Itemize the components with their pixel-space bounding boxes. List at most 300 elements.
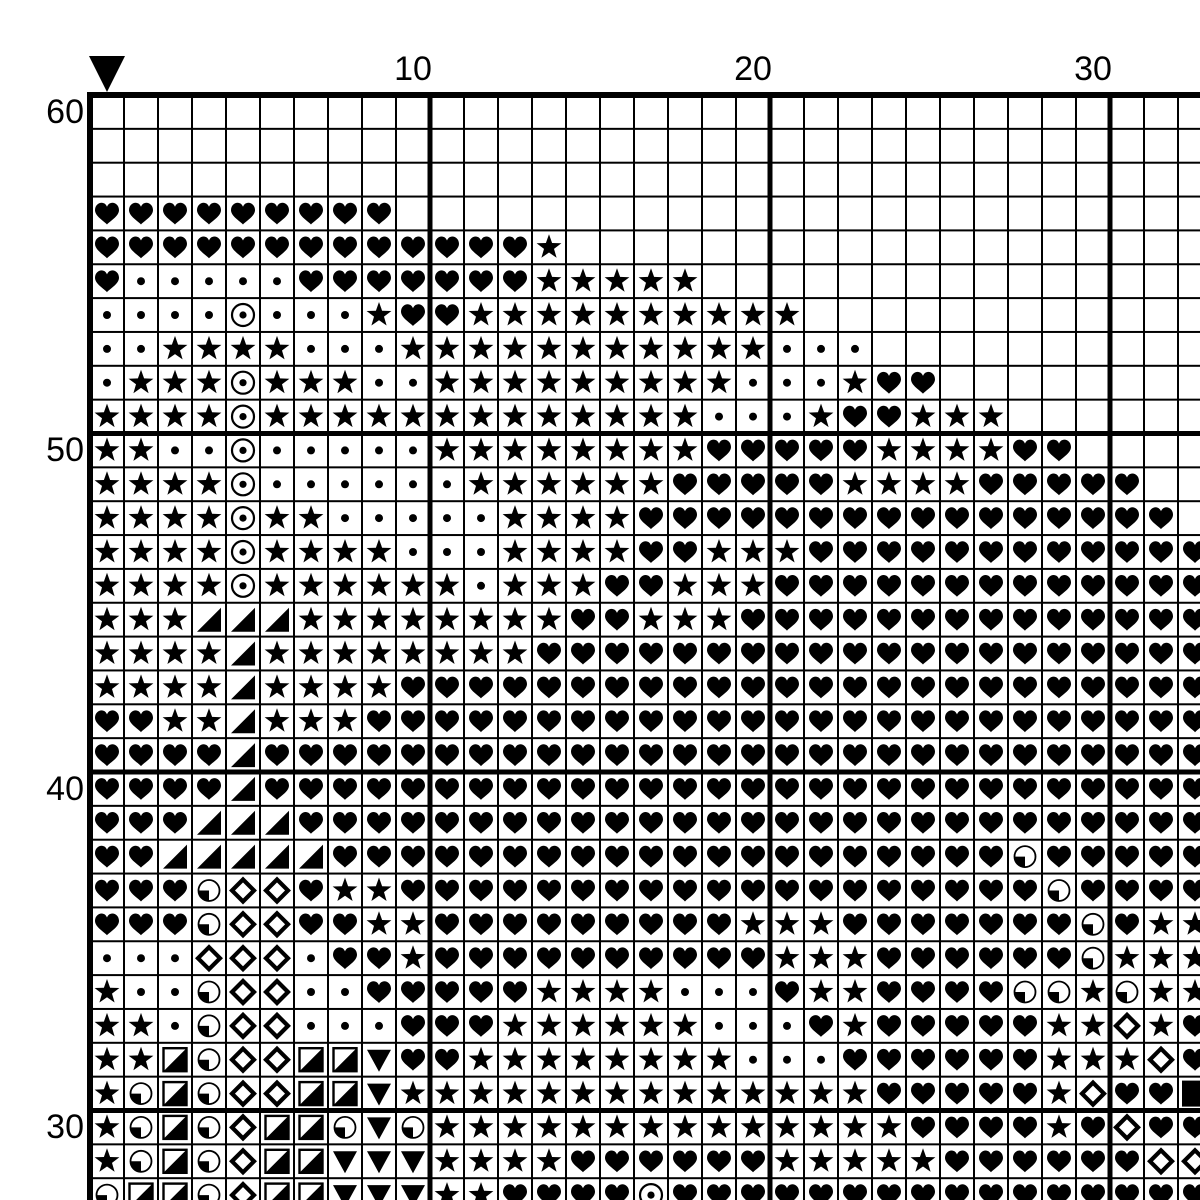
stitch-cell-symbol — [265, 608, 289, 632]
stitch-cell-symbol — [1149, 880, 1173, 902]
stitch-cell-symbol — [1115, 1083, 1139, 1105]
stitch-cell-symbol — [605, 471, 630, 495]
stitch-cell-symbol — [95, 270, 119, 292]
stitch-cell-symbol — [375, 379, 383, 387]
stitch-cell-symbol — [1081, 744, 1105, 766]
stitch-cell-symbol — [367, 270, 391, 292]
stitch-cell-symbol — [469, 1148, 494, 1172]
stitch-cell-symbol — [979, 404, 1004, 428]
stitch-cell-symbol — [877, 609, 901, 631]
stitch-cell-symbol — [95, 812, 119, 834]
stitch-cell-symbol — [367, 1151, 391, 1173]
stitch-cell-symbol — [605, 609, 629, 631]
stitch-cell-symbol — [775, 1114, 800, 1138]
stitch-cell-symbol — [1149, 1013, 1174, 1037]
stitch-cell-symbol — [640, 1184, 662, 1200]
grid-line-h — [87, 162, 1200, 164]
stitch-cell-symbol — [503, 914, 527, 936]
stitch-cell-symbol — [1182, 1081, 1200, 1107]
stitch-cell-symbol — [367, 641, 392, 665]
stitch-cell-symbol — [1081, 1151, 1105, 1173]
stitch-cell-symbol — [673, 370, 698, 394]
stitch-cell-symbol — [469, 914, 493, 936]
stitch-cell-symbol — [639, 471, 664, 495]
grid-line-h — [87, 1143, 1200, 1145]
stitch-cell-symbol — [469, 812, 493, 834]
stitch-cell-symbol — [537, 979, 562, 1003]
stitch-cell-symbol — [197, 203, 221, 225]
stitch-cell-symbol — [1115, 880, 1139, 902]
stitch-cell-symbol — [605, 336, 630, 360]
stitch-cell-symbol — [299, 845, 323, 869]
stitch-cell-symbol — [95, 1047, 120, 1071]
stitch-cell-symbol — [341, 988, 349, 996]
stitch-cell-symbol — [129, 1047, 154, 1071]
stitch-cell-symbol — [1047, 440, 1071, 462]
stitch-cell-symbol — [673, 507, 697, 529]
stitch-cell-symbol — [945, 812, 969, 834]
stitch-cell-symbol — [979, 437, 1004, 461]
stitch-cell-symbol — [409, 446, 417, 454]
stitch-cell-symbol — [129, 404, 154, 428]
stitch-cell-symbol — [809, 1015, 833, 1037]
stitch-cell-symbol — [334, 1048, 357, 1071]
stitch-cell-symbol — [401, 880, 425, 902]
stitch-cell-symbol — [877, 372, 901, 394]
stitch-cell-symbol — [707, 507, 731, 529]
stitch-cell-symbol — [333, 914, 357, 936]
grid-line-v — [259, 92, 261, 1200]
stitch-cell-symbol — [375, 480, 383, 488]
grid-line-v — [837, 92, 839, 1200]
stitch-cell-symbol — [265, 811, 289, 835]
stitch-cell-symbol — [443, 514, 451, 522]
stitch-cell-symbol — [197, 539, 222, 563]
stitch-cell-symbol — [673, 880, 697, 902]
stitch-cell-symbol — [273, 480, 281, 488]
stitch-cell-symbol — [1013, 474, 1037, 496]
stitch-cell-symbol — [571, 812, 595, 834]
stitch-cell-symbol — [911, 710, 935, 732]
stitch-cell-symbol — [673, 607, 698, 631]
stitch-cell-symbol — [333, 270, 357, 292]
stitch-cell-symbol — [877, 677, 901, 699]
stitch-cell-symbol — [266, 947, 288, 969]
stitch-cell-symbol — [911, 609, 935, 631]
stitch-cell-symbol — [673, 302, 698, 326]
stitch-cell-symbol — [537, 607, 562, 631]
stitch-cell-symbol — [851, 345, 859, 353]
stitch-cell-symbol — [503, 677, 527, 699]
stitch-cell-symbol — [707, 539, 732, 563]
stitch-cell-symbol — [605, 1114, 630, 1138]
stitch-cell-symbol — [537, 1081, 562, 1105]
column-number-label: 20 — [734, 50, 772, 88]
stitch-cell-symbol — [435, 437, 460, 461]
stitch-cell-symbol — [1183, 541, 1200, 563]
stitch-cell-symbol — [231, 203, 255, 225]
stitch-cell-symbol — [164, 1048, 187, 1071]
stitch-cell-symbol — [707, 947, 731, 969]
stitch-cell-symbol — [1013, 440, 1037, 462]
stitch-cell-symbol — [435, 237, 459, 259]
stitch-cell-symbol — [469, 370, 494, 394]
stitch-cell-symbol — [749, 1022, 757, 1030]
stitch-cell-symbol — [639, 541, 663, 563]
stitch-cell-symbol — [1149, 812, 1173, 834]
stitch-cell-symbol — [741, 744, 765, 766]
stitch-cell-symbol — [605, 677, 629, 699]
stitch-cell-symbol — [979, 643, 1003, 665]
grid-line-bold-v — [1108, 92, 1113, 1200]
stitch-cell-symbol — [232, 1083, 254, 1105]
grid-line-h — [87, 297, 1200, 299]
stitch-cell-symbol — [1183, 945, 1200, 969]
stitch-cell-symbol — [673, 1081, 698, 1105]
grid-line-v — [701, 92, 703, 1200]
stitch-cell-symbol — [843, 677, 867, 699]
stitch-cell-symbol — [307, 480, 315, 488]
stitch-cell-symbol — [605, 575, 629, 597]
stitch-cell-symbol — [95, 710, 119, 732]
stitch-cell-symbol — [171, 954, 179, 962]
stitch-cell-symbol — [231, 642, 255, 666]
stitch-cell-symbol — [809, 474, 833, 496]
stitch-cell-symbol — [435, 1114, 460, 1138]
stitch-cell-symbol — [843, 370, 868, 394]
stitch-cell-symbol — [979, 812, 1003, 834]
stitch-cell-symbol — [435, 270, 459, 292]
stitch-cell-symbol — [477, 548, 485, 556]
stitch-cell-symbol — [503, 539, 528, 563]
grid-line-v — [395, 92, 397, 1200]
stitch-cell-symbol — [945, 914, 969, 936]
stitch-cell-symbol — [232, 1150, 254, 1172]
stitch-cell-symbol — [401, 1015, 425, 1037]
stitch-cell-symbol — [809, 911, 834, 935]
stitch-cell-symbol — [231, 336, 256, 360]
stitch-cell-symbol — [401, 677, 425, 699]
stitch-cell-symbol — [783, 345, 791, 353]
stitch-cell-symbol — [945, 1151, 969, 1173]
stitch-cell-symbol — [741, 643, 765, 665]
stitch-cell-symbol — [1149, 846, 1173, 868]
stitch-cell-symbol — [877, 575, 901, 597]
grid-line-v — [973, 92, 975, 1200]
stitch-cell-symbol — [605, 846, 629, 868]
stitch-cell-symbol — [979, 947, 1003, 969]
grid-line-v — [123, 92, 125, 1200]
stitch-cell-symbol — [265, 708, 290, 732]
stitch-cell-symbol — [299, 778, 323, 800]
stitch-cell-symbol — [843, 471, 868, 495]
stitch-cell-symbol — [95, 744, 119, 766]
stitch-cell-symbol — [239, 277, 247, 285]
stitch-cell-symbol — [341, 311, 349, 319]
stitch-cell-symbol — [129, 674, 154, 698]
stitch-cell-symbol — [435, 1015, 459, 1037]
stitch-cell-symbol — [877, 1049, 901, 1071]
stitch-cell-symbol — [1013, 744, 1037, 766]
stitch-cell-symbol — [1183, 1117, 1200, 1139]
stitch-cell-symbol — [877, 541, 901, 563]
stitch-cell-symbol — [1115, 507, 1139, 529]
stitch-cell-symbol — [1081, 677, 1105, 699]
grid-line-h — [87, 331, 1200, 333]
stitch-cell-symbol — [299, 370, 324, 394]
stitch-cell-symbol — [403, 1117, 424, 1138]
stitch-cell-symbol — [537, 302, 562, 326]
stitch-cell-symbol — [469, 981, 493, 1003]
grid-line-v — [1177, 92, 1179, 1200]
stitch-cell-symbol — [231, 845, 255, 869]
stitch-cell-symbol — [1149, 1117, 1173, 1139]
stitch-cell-symbol — [1183, 575, 1200, 597]
stitch-cell-symbol — [741, 573, 766, 597]
grid-line-v — [599, 92, 601, 1200]
stitch-cell-symbol — [367, 1084, 391, 1106]
stitch-cell-symbol — [333, 370, 358, 394]
stitch-cell-symbol — [741, 336, 766, 360]
grid-line-h — [87, 974, 1200, 976]
stitch-cell-symbol — [367, 846, 391, 868]
stitch-cell-symbol — [775, 302, 800, 326]
stitch-cell-symbol — [95, 846, 119, 868]
stitch-cell-symbol — [435, 1148, 460, 1172]
stitch-cell-symbol — [1149, 979, 1174, 1003]
stitch-cell-symbol — [299, 674, 324, 698]
stitch-cell-symbol — [1115, 914, 1139, 936]
stitch-cell-symbol — [877, 1015, 901, 1037]
stitch-cell-symbol — [197, 505, 222, 529]
grid-line-v — [225, 92, 227, 1200]
stitch-cell-symbol — [979, 778, 1003, 800]
stitch-cell-symbol — [477, 514, 485, 522]
stitch-cell-symbol — [715, 413, 723, 421]
stitch-cell-symbol — [266, 1083, 288, 1105]
stitch-cell-symbol — [571, 370, 596, 394]
stitch-cell-symbol — [1082, 1083, 1104, 1105]
stitch-cell-symbol — [911, 1117, 935, 1139]
stitch-cell-symbol — [1115, 945, 1140, 969]
stitch-cell-symbol — [843, 1114, 868, 1138]
stitch-cell-symbol — [435, 1182, 460, 1200]
stitch-cell-symbol — [435, 1081, 460, 1105]
stitch-cell-symbol — [1049, 880, 1070, 901]
stitch-cell-symbol — [367, 947, 391, 969]
stitch-cell-symbol — [571, 744, 595, 766]
stitch-cell-symbol — [673, 1047, 698, 1071]
stitch-cell-symbol — [503, 880, 527, 902]
stitch-cell-symbol — [741, 947, 765, 969]
stitch-cell-symbol — [266, 1150, 289, 1173]
stitch-cell-symbol — [171, 446, 179, 454]
stitch-cell-symbol — [401, 1151, 425, 1173]
stitch-cell-symbol — [367, 744, 391, 766]
stitch-cell-symbol — [707, 1151, 731, 1173]
stitch-cell-symbol — [341, 446, 349, 454]
stitch-cell-symbol — [1013, 507, 1037, 529]
stitch-cell-symbol — [1013, 541, 1037, 563]
stitch-cell-symbol — [537, 643, 561, 665]
stitch-cell-symbol — [809, 880, 833, 902]
stitch-cell-symbol — [131, 1117, 152, 1138]
stitch-cell-symbol — [571, 336, 596, 360]
stitch-cell-symbol — [1013, 812, 1037, 834]
stitch-cell-symbol — [877, 507, 901, 529]
stitch-cell-symbol — [843, 575, 867, 597]
grid-line-h — [87, 805, 1200, 807]
stitch-cell-symbol — [979, 914, 1003, 936]
stitch-cell-symbol — [435, 336, 460, 360]
stitch-cell-symbol — [537, 744, 561, 766]
stitch-cell-symbol — [775, 539, 800, 563]
stitch-cell-symbol — [333, 607, 358, 631]
stitch-cell-symbol — [103, 345, 111, 353]
stitch-cell-symbol — [571, 846, 595, 868]
stitch-cell-symbol — [333, 744, 357, 766]
stitch-cell-symbol — [809, 710, 833, 732]
stitch-cell-symbol — [333, 674, 358, 698]
grid-line-v — [1007, 92, 1009, 1200]
stitch-cell-symbol — [1047, 1151, 1071, 1173]
stitch-cell-symbol — [775, 778, 799, 800]
stitch-cell-symbol — [571, 404, 596, 428]
stitch-cell-symbol — [435, 846, 459, 868]
stitch-cell-symbol — [1115, 541, 1139, 563]
stitch-cell-symbol — [571, 947, 595, 969]
stitch-cell-symbol — [199, 1117, 220, 1138]
stitch-cell-symbol — [435, 641, 460, 665]
stitch-cell-symbol — [843, 1013, 868, 1037]
stitch-cell-symbol — [129, 539, 154, 563]
stitch-cell-symbol — [503, 1013, 528, 1037]
stitch-cell-symbol — [571, 302, 596, 326]
stitch-cell-symbol — [877, 981, 901, 1003]
stitch-cell-symbol — [673, 710, 697, 732]
stitch-cell-symbol — [877, 1083, 901, 1105]
stitch-cell-symbol — [401, 304, 425, 326]
stitch-cell-symbol — [1081, 507, 1105, 529]
stitch-cell-symbol — [503, 710, 527, 732]
stitch-cell-symbol — [1183, 911, 1200, 935]
stitch-cell-symbol — [877, 947, 901, 969]
grid-line-h — [87, 128, 1200, 130]
stitch-cell-symbol — [639, 336, 664, 360]
grid-line-v — [463, 92, 465, 1200]
stitch-cell-symbol — [129, 437, 154, 461]
stitch-cell-symbol — [681, 988, 689, 996]
stitch-cell-symbol — [707, 607, 732, 631]
stitch-cell-symbol — [367, 710, 391, 732]
stitch-cell-symbol — [1149, 945, 1174, 969]
stitch-cell-symbol — [469, 1182, 494, 1200]
stitch-cell-symbol — [469, 710, 493, 732]
stitch-cell-symbol — [571, 539, 596, 563]
stitch-cell-symbol — [877, 406, 901, 428]
stitch-cell-symbol — [605, 268, 630, 292]
start-marker-icon — [89, 56, 125, 92]
stitch-cell-symbol — [333, 778, 357, 800]
stitch-cell-symbol — [266, 880, 288, 902]
stitch-cell-symbol — [639, 507, 663, 529]
stitch-cell-symbol — [1183, 812, 1200, 834]
stitch-cell-symbol — [341, 514, 349, 522]
stitch-cell-symbol — [367, 911, 392, 935]
stitch-cell-symbol — [137, 311, 145, 319]
stitch-cell-symbol — [1081, 846, 1105, 868]
stitch-cell-symbol — [775, 474, 799, 496]
stitch-cell-symbol — [401, 1081, 426, 1105]
stitch-cell-symbol — [537, 336, 562, 360]
grid-line-h — [87, 365, 1200, 367]
stitch-cell-symbol — [843, 406, 867, 428]
stitch-cell-symbol — [741, 677, 765, 699]
grid-line-v — [157, 92, 159, 1200]
grid-line-bold-h — [87, 770, 1200, 775]
stitch-cell-symbol — [409, 379, 417, 387]
stitch-cell-symbol — [537, 947, 561, 969]
stitch-cell-symbol — [171, 988, 179, 996]
stitch-cell-symbol — [571, 778, 595, 800]
stitch-cell-symbol — [945, 507, 969, 529]
stitch-cell-symbol — [741, 778, 765, 800]
stitch-cell-symbol — [809, 744, 833, 766]
stitch-cell-symbol — [341, 1022, 349, 1030]
stitch-cell-symbol — [775, 507, 799, 529]
stitch-cell-symbol — [137, 988, 145, 996]
stitch-cell-symbol — [945, 947, 969, 969]
stitch-cell-symbol — [401, 846, 425, 868]
stitch-cell-symbol — [1047, 575, 1071, 597]
stitch-cell-symbol — [197, 744, 221, 766]
stitch-cell-symbol — [1183, 1184, 1200, 1200]
stitch-cell-symbol — [1115, 1184, 1139, 1200]
stitch-cell-symbol — [673, 474, 697, 496]
stitch-cell-symbol — [129, 1013, 154, 1037]
stitch-cell-symbol — [163, 641, 188, 665]
stitch-cell-symbol — [843, 1049, 867, 1071]
stitch-cell-symbol — [911, 437, 936, 461]
stitch-cell-symbol — [435, 880, 459, 902]
stitch-cell-symbol — [605, 947, 629, 969]
stitch-cell-symbol — [199, 982, 220, 1003]
stitch-cell-symbol — [197, 336, 222, 360]
stitch-cell-symbol — [1081, 1117, 1105, 1139]
stitch-cell-symbol — [911, 1148, 936, 1172]
stitch-cell-symbol — [375, 345, 383, 353]
stitch-cell-symbol — [571, 268, 596, 292]
stitch-cell-symbol — [673, 846, 697, 868]
stitch-cell-symbol — [605, 914, 629, 936]
stitch-cell-symbol — [537, 778, 561, 800]
stitch-cell-symbol — [877, 710, 901, 732]
stitch-cell-symbol — [1013, 1151, 1037, 1173]
row-number-label: 40 — [46, 769, 84, 808]
stitch-cell-symbol — [911, 471, 936, 495]
stitch-cell-symbol — [911, 575, 935, 597]
stitch-cell-symbol — [571, 643, 595, 665]
grid-line-v — [803, 92, 805, 1200]
stitch-cell-symbol — [232, 439, 254, 461]
stitch-cell-symbol — [273, 311, 281, 319]
stitch-cell-symbol — [164, 1150, 187, 1173]
stitch-cell-symbol — [1081, 778, 1105, 800]
stitch-cell-symbol — [137, 954, 145, 962]
stitch-cell-symbol — [741, 846, 765, 868]
stitch-cell-symbol — [877, 812, 901, 834]
stitch-cell-symbol — [1013, 1184, 1037, 1200]
